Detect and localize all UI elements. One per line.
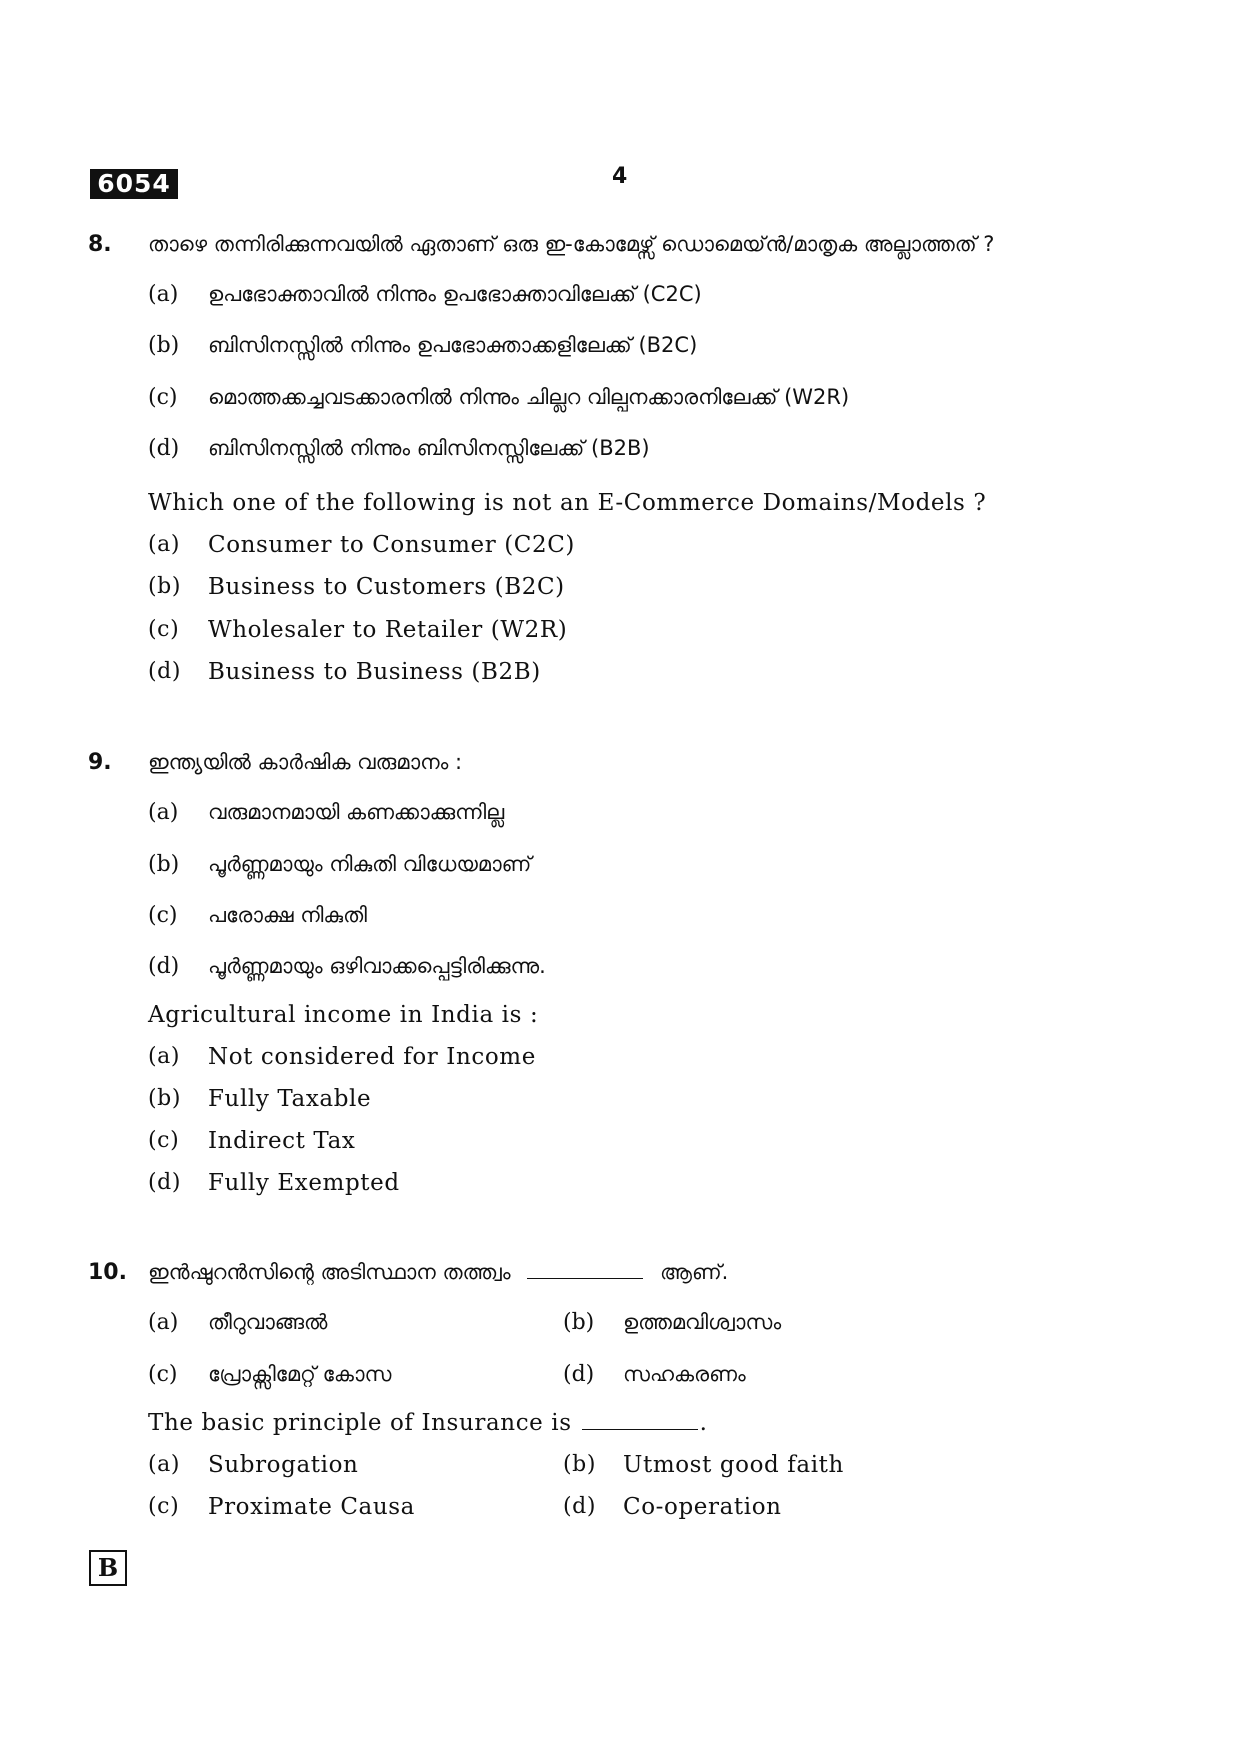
option-text: ബിസിനസ്സിൽ നിന്നും ബിസിനസ്സിലേക്ക് (B2B): [208, 436, 650, 460]
option-label: (a): [148, 532, 181, 557]
option-label: (d): [563, 1362, 595, 1387]
option-text: സഹകരണം: [623, 1362, 746, 1386]
option-label: (c): [148, 1494, 180, 1519]
option-label: (c): [148, 617, 180, 642]
option-label: (d): [148, 1170, 182, 1195]
option-text: Wholesaler to Retailer (W2R): [208, 617, 568, 643]
option-text: പൂർണ്ണമായും ഒഴിവാക്കപ്പെട്ടിരിക്കുന്നു.: [208, 954, 546, 978]
question-number: 9.: [88, 750, 112, 775]
question-stem-malayalam: താഴെ തന്നിരിക്കുന്നവയിൽ ഏതാണ് ഒരു ഇ-കോമേഴ്സ് ഡൊമെയ്ൻ/മാതൃക അല്ലാത്തത് ?: [148, 232, 995, 256]
question-stem-malayalam: ഇന്ത്യയിൽ കാർഷിക വരുമാനം :: [148, 750, 463, 774]
option-label: (d): [148, 659, 182, 684]
option-label: (a): [148, 1044, 181, 1069]
option-label: (b): [563, 1310, 595, 1335]
stem-text: The basic principle of Insurance is: [148, 1410, 572, 1436]
option-text: Consumer to Consumer (C2C): [208, 532, 575, 558]
option-text: Business to Customers (B2C): [208, 574, 565, 600]
option-label: (b): [148, 852, 180, 877]
option-label: (b): [563, 1452, 597, 1477]
option-text: Subrogation: [208, 1452, 359, 1478]
option-text: Utmost good faith: [623, 1452, 844, 1478]
option-label: (c): [148, 385, 178, 410]
stem-text: .: [699, 1410, 708, 1436]
fill-in-blank: [582, 1411, 698, 1430]
option-label: (a): [148, 800, 179, 825]
option-label: (d): [148, 436, 180, 461]
option-text: ബിസിനസ്സിൽ നിന്നും ഉപഭോക്താക്കളിലേക്ക് (B2C): [208, 333, 698, 357]
stem-text: ഇൻഷുറൻസിന്റെ അടിസ്ഥാന തത്ത്വം: [148, 1260, 511, 1284]
option-text: Fully Exempted: [208, 1170, 400, 1196]
option-label: (d): [148, 954, 180, 979]
option-label: (b): [148, 333, 180, 358]
question-stem-english: [148, 1410, 708, 1436]
option-text: Not considered for Income: [208, 1044, 536, 1070]
option-label: (b): [148, 574, 182, 599]
question-stem-malayalam: [148, 1260, 728, 1285]
option-label: (a): [148, 282, 179, 307]
question-number: 10.: [88, 1260, 127, 1285]
question-series-box: B: [89, 1550, 127, 1586]
option-label: (d): [563, 1494, 597, 1519]
option-text: Co-operation: [623, 1494, 782, 1520]
question-number: 8.: [88, 232, 112, 257]
option-text: ഉത്തമവിശ്വാസം: [623, 1310, 782, 1334]
question-stem-english: Which one of the following is not an E-Commerce Domains/Models ?: [148, 490, 987, 516]
option-label: (c): [148, 1362, 178, 1387]
option-text: പ്രോക്സിമേറ്റ് കോസ: [208, 1362, 392, 1386]
option-label: (b): [148, 1086, 182, 1111]
question-booklet-code: 6054: [90, 169, 178, 199]
page-number: 4: [612, 164, 628, 189]
stem-text: ആണ്.: [659, 1260, 729, 1284]
option-text: ഉപഭോക്താവിൽ നിന്നും ഉപഭോക്താവിലേക്ക് (C2C): [208, 282, 702, 306]
option-label: (a): [148, 1310, 179, 1335]
option-text: പരോക്ഷ നികുതി: [208, 903, 367, 927]
option-label: (c): [148, 1128, 180, 1153]
option-text: മൊത്തക്കച്ചവടക്കാരനിൽ നിന്നും ചില്ലറ വില്പനക്കാരനിലേക്ക് (W2R): [208, 385, 850, 409]
fill-in-blank: [527, 1260, 643, 1279]
option-text: വരുമാനമായി കണക്കാക്കുന്നില്ല: [208, 800, 505, 824]
option-text: Proximate Causa: [208, 1494, 415, 1520]
question-stem-english: Agricultural income in India is :: [148, 1002, 539, 1028]
option-text: പൂർണ്ണമായും നികുതി വിധേയമാണ്: [208, 852, 532, 876]
option-label: (a): [148, 1452, 181, 1477]
option-text: Business to Business (B2B): [208, 659, 541, 685]
option-label: (c): [148, 903, 178, 928]
option-text: തീറുവാങ്ങൽ: [208, 1310, 328, 1334]
option-text: Indirect Tax: [208, 1128, 356, 1154]
option-text: Fully Taxable: [208, 1086, 372, 1112]
